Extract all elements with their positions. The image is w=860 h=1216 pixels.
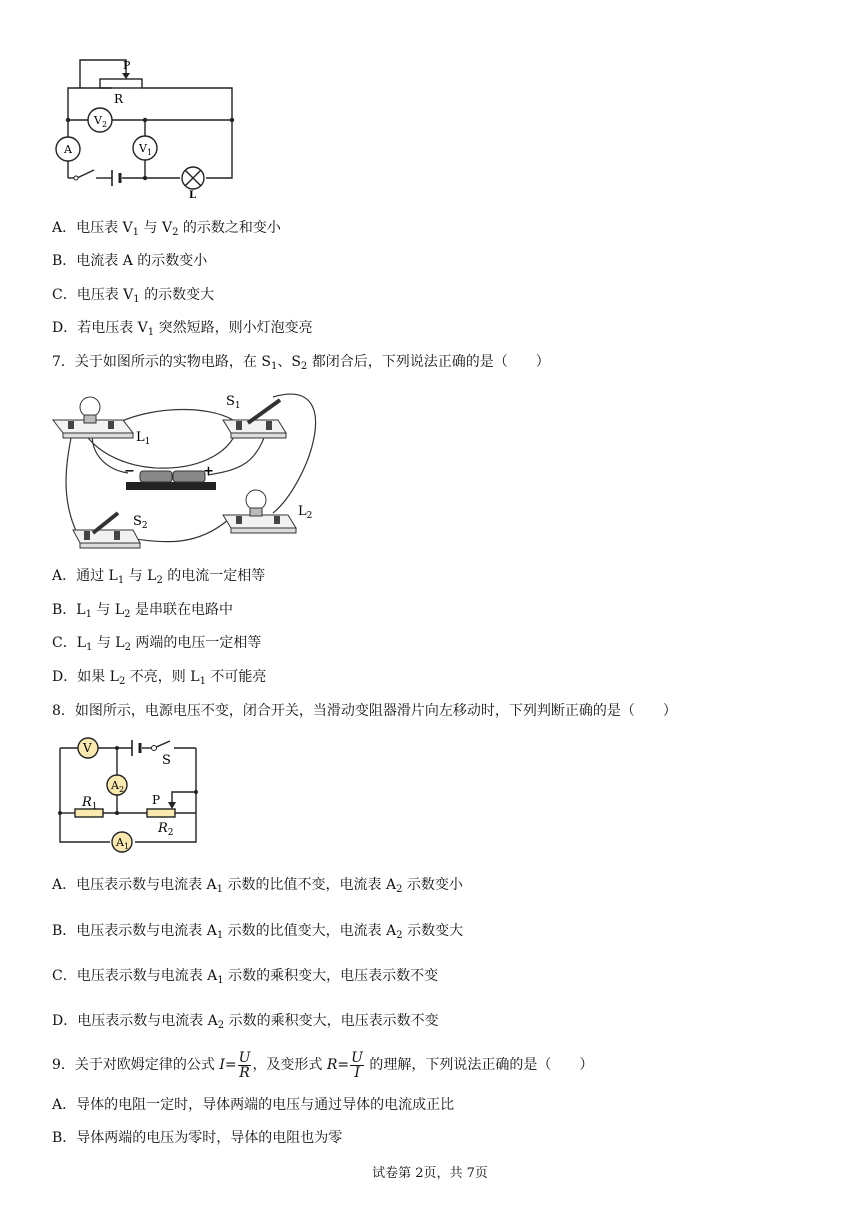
q8-circuit-diagram: [50, 730, 210, 860]
q7-label-s1: $S_1$: [226, 394, 241, 411]
q6-option-a[interactable]: A．电压表 $V_1$ 与 $V_2$ 的示数之和变小: [52, 220, 281, 238]
page-footer: 试卷第 2页，共 7页: [372, 1166, 488, 1181]
q6-option-b[interactable]: B．电流表 A 的示数变小: [52, 253, 208, 269]
q7-label-s2: $S_2$: [133, 514, 148, 531]
q8-option-d[interactable]: D．电压表示数与电流表 $A_2$ 示数的乘积变大，电压表示数不变: [52, 1013, 439, 1031]
q7-option-d[interactable]: D．如果 $L_2$ 不亮，则 $L_1$ 不可能亮: [52, 669, 267, 687]
q7-label-l1: $L_1$: [136, 430, 151, 447]
q9-formula-2-lhs: R=: [326, 1057, 350, 1073]
q6-label-a: A: [64, 143, 72, 156]
q9-formula-1-lhs: I=: [219, 1057, 237, 1073]
q8-label-v: V: [83, 741, 92, 755]
q6-option-d[interactable]: D．若电压表 $V_1$ 突然短路，则小灯泡变亮: [52, 320, 313, 338]
q8-label-a1: $A_1$: [116, 836, 130, 851]
q8-label-r1: $R_1$: [82, 795, 98, 812]
q7-option-c[interactable]: C．$L_1$ 与 $L_2$ 两端的电压一定相等: [52, 635, 262, 653]
q6-circuit-diagram: [50, 55, 250, 200]
q8-option-c[interactable]: C．电压表示数与电流表 $A_1$ 示数的乘积变大，电压表示数不变: [52, 968, 439, 986]
q9-option-b[interactable]: B．导体两端的电压为零时，导体的电阻也为零: [52, 1130, 343, 1146]
q7-label-l2: $L_2$: [298, 504, 313, 521]
q7-physical-circuit: [48, 385, 323, 560]
q6-option-c[interactable]: C．电压表 $V_1$ 的示数变大: [52, 287, 215, 305]
q6-label-r: R: [114, 92, 124, 106]
q9-option-a[interactable]: A．导体的电阻一定时，导体两端的电压与通过导体的电流成正比: [52, 1097, 455, 1113]
q8-label-s: S: [162, 753, 171, 768]
q9-stem: 9．关于对欧姆定律的公式 I= $\frac{U}{R}$ ，及变形式 R= $\frac{U}{I}$ 的理解，下列说法正确的是（ ）: [52, 1049, 594, 1081]
q8-option-b[interactable]: B．电压表示数与电流表 $A_1$ 示数的比值变大，电流表 $A_2$ 示数变大: [52, 923, 464, 941]
q7-stem: 7．关于如图所示的实物电路，在 $S_1$、$S_2$ 都闭合后，下列说法正确的是（ ）: [52, 354, 550, 372]
q9-formula-2-fraction: $\frac{U}{I}$: [351, 1049, 363, 1081]
q6-label-l: L: [189, 190, 197, 200]
q7-option-b[interactable]: B．$L_1$ 与 $L_2$ 是串联在电路中: [52, 602, 233, 620]
q8-label-a2: $A_2$: [111, 779, 125, 794]
q9-formula-1-fraction: $\frac{U}{R}$: [238, 1049, 251, 1081]
q6-label-v1: $V_1$: [139, 142, 153, 157]
q8-stem: 8．如图所示，电源电压不变，闭合开关，当滑动变阻器滑片向左移动时，下列判断正确的是（ ）: [52, 703, 677, 719]
q8-label-r2: $R_2$: [158, 821, 174, 838]
q7-battery-minus: −: [124, 464, 135, 479]
q6-label-v2: $V_2$: [94, 114, 108, 129]
q8-label-p: P: [152, 793, 161, 807]
q6-label-p: P: [123, 59, 131, 72]
q7-option-a[interactable]: A．通过 $L_1$ 与 $L_2$ 的电流一定相等: [52, 568, 266, 586]
q7-battery-plus: +: [203, 464, 214, 479]
q8-option-a[interactable]: A．电压表示数与电流表 $A_1$ 示数的比值不变，电流表 $A_2$ 示数变小: [52, 877, 463, 895]
